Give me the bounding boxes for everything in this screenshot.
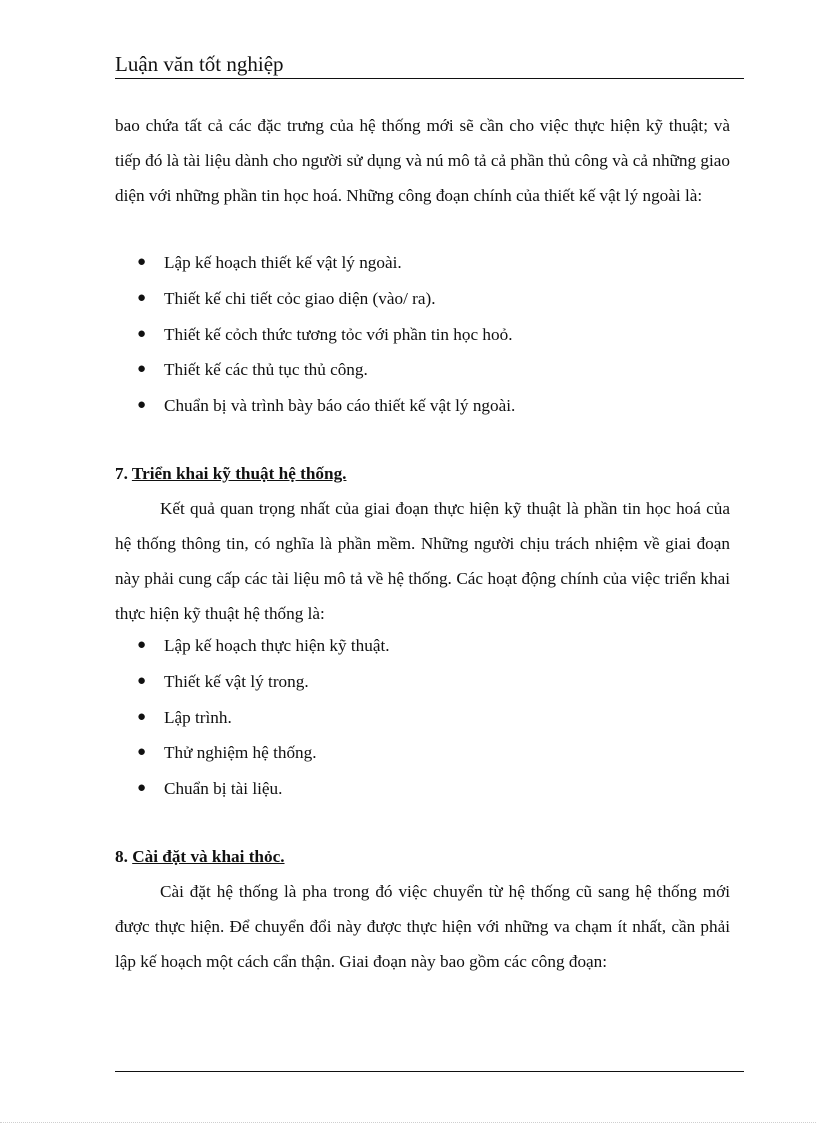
list-design-steps <box>115 245 730 424</box>
section-7-number: 7. <box>115 464 128 483</box>
section-7-paragraph: Kết quả quan trọng nhất của giai đoạn thực hiện kỹ thuật là phần tin học hoá của hệ thống thông tin, có nghĩa là phần mềm. Những người chịu trách nhiệm về giai đoạn này phải cung cấp các tài liệu mô tả về hệ thống. Các hoạt động chính của việc triển khai thực hiện kỹ thuật hệ thống là: <box>115 499 730 623</box>
section-8-number: 8. <box>115 847 128 866</box>
list-implementation-steps <box>115 628 730 807</box>
list-item: ● Thiết kế vật lý trong. <box>115 664 730 700</box>
bullet-icon: ● <box>137 397 147 414</box>
list-item: ● Chuẩn bị tài liệu. <box>115 771 730 807</box>
list-item: ● Thiết kế các thủ tục thủ công. <box>115 352 730 388</box>
bullet-icon: ● <box>137 289 147 306</box>
list-item: ● Chuẩn bị và trình bày báo cáo thiết kế vật lý ngoài. <box>115 388 730 424</box>
section-7-title: Triển khai kỹ thuật hệ thống. <box>131 464 347 483</box>
footer-rule <box>115 1071 744 1072</box>
list-item: ● Thử nghiệm hệ thống. <box>115 735 730 771</box>
list-item: ● Lập trình. <box>115 700 730 736</box>
intro-paragraph: bao chứa tất cả các đặc trưng của hệ thống mới sẽ cần cho việc thực hiện kỹ thuật; và tiếp đó là tài liệu dành cho người sử dụng và nú mô tả cả phần thủ công và cả những giao diện với những phần tin học hoá. Những công đoạn chính của thiết kế vật lý ngoài là: <box>115 116 730 205</box>
bullet-icon: ● <box>137 361 147 378</box>
bullet-icon: ● <box>137 780 147 797</box>
bullet-icon: ● <box>137 325 147 342</box>
bullet-icon: ● <box>137 254 147 270</box>
section-8-heading <box>115 842 285 872</box>
list-item: ● Thiết kế cỏch thức tương tỏc với phần tin học hoỏ. <box>115 317 730 353</box>
section-8-title: Cài đặt và khai thỏc. <box>132 847 285 866</box>
page-header-title: Luận văn tốt nghiệp <box>115 52 284 76</box>
bullet-icon: ● <box>137 744 147 761</box>
section-8-paragraph: Cài đặt hệ thống là pha trong đó việc chuyển từ hệ thống cũ sang hệ thống mới được thực hiện. Để chuyển đổi này được thực hiện với những va chạm ít nhất, cần phải lập kế hoạch một cách cẩn thận. Giai đoạn này bao gồm các công đoạn: <box>115 882 730 971</box>
list-item: ● Thiết kế chi tiết cỏc giao diện (vào/ ra). <box>115 281 730 317</box>
section-7-heading <box>115 459 346 489</box>
bullet-icon: ● <box>137 637 147 653</box>
bullet-icon: ● <box>137 672 147 689</box>
bullet-icon: ● <box>137 708 147 725</box>
header-rule <box>115 78 744 79</box>
list-item: ● Lập kế hoạch thực hiện kỹ thuật. <box>115 628 730 664</box>
list-item: ● Lập kế hoạch thiết kế vật lý ngoài. <box>115 245 730 281</box>
